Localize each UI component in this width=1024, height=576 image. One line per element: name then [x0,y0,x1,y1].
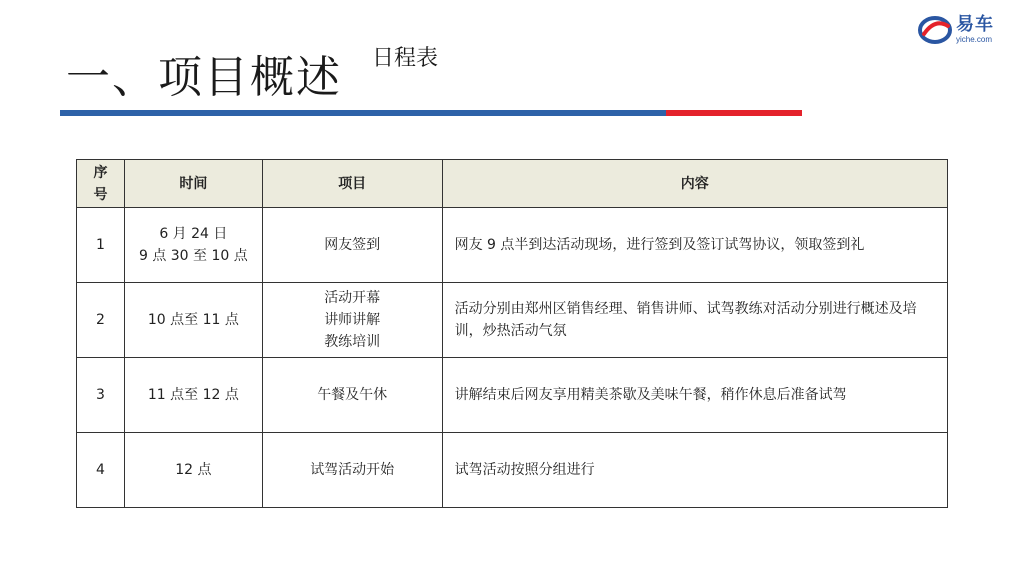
header-item: 项目 [262,160,442,208]
cell-number: 3 [77,358,125,433]
cell-time: 6 月 24 日 9 点 30 至 10 点 [124,208,262,283]
schedule-table [76,159,948,508]
logo-text-cn: 易车 [956,14,994,35]
table-header-row [77,160,948,208]
logo-text-en: yiche.com [956,35,993,44]
cell-item: 试驾活动开始 [262,433,442,508]
cell-time: 12 点 [124,433,262,508]
page-title: 一、项目概述 [66,52,342,103]
cell-content: 网友 9 点半到达活动现场，进行签到及签订试驾协议，领取签到礼 [442,208,947,283]
title-underline-bar [60,110,802,116]
yiche-logo-icon [918,14,952,46]
cell-time: 11 点至 12 点 [124,358,262,433]
cell-number: 2 [77,283,125,358]
table-row [77,208,948,283]
underline-blue-segment [60,110,666,116]
underline-red-segment [666,110,802,116]
cell-item: 午餐及午休 [262,358,442,433]
cell-number: 1 [77,208,125,283]
table-row [77,433,948,508]
page-subtitle: 日程表 [372,46,439,71]
table-row [77,283,948,358]
cell-content: 活动分别由郑州区销售经理、销售讲师、试驾教练对活动分别进行概述及培训，炒热活动气氛 [442,283,947,358]
table-row [77,358,948,433]
cell-number: 4 [77,433,125,508]
cell-time: 10 点至 11 点 [124,283,262,358]
cell-item: 活动开幕 讲师讲解 教练培训 [262,283,442,358]
cell-item: 网友签到 [262,208,442,283]
cell-content: 试驾活动按照分组进行 [442,433,947,508]
cell-content: 讲解结束后网友享用精美茶歇及美味午餐，稍作休息后准备试驾 [442,358,947,433]
header-time: 时间 [124,160,262,208]
yiche-logo [918,12,1014,48]
header-number: 序 号 [77,160,125,208]
header-content: 内容 [442,160,947,208]
